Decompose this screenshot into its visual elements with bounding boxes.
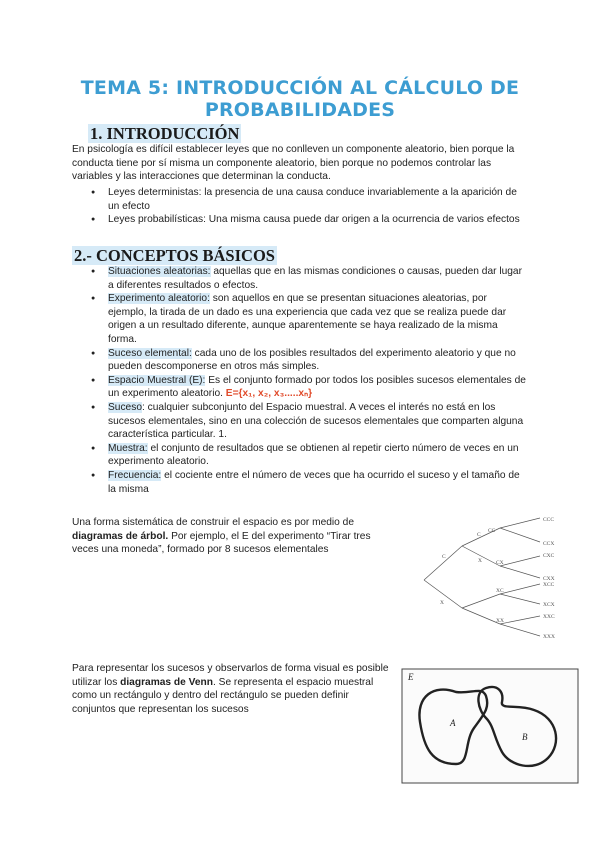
branch: [500, 584, 540, 594]
venn-paragraph: [72, 662, 390, 716]
branch: [424, 546, 462, 580]
definition: el conjunto de resultados que se obtienen al repetir cierto número de veces en un experimento aleatorio.: [108, 442, 519, 468]
section-2-heading: [72, 246, 277, 266]
branch: [500, 616, 540, 624]
page-title-line-2: PROBABILIDADES: [204, 99, 396, 121]
term: Muestra:: [108, 442, 148, 454]
sample-space-formula: E={x₁, x₂, x₃.....xₙ}: [225, 388, 313, 400]
venn-label-e: E: [408, 672, 414, 682]
definition: Es el conjunto formado por todos los posibles sucesos elementales de un experimento aleatorio.: [108, 374, 526, 400]
section-1-heading: [88, 124, 241, 144]
venn-bold-term: diagramas de Venn: [120, 676, 213, 688]
tree-label: CC: [488, 528, 496, 534]
venn-rest: . Se representa el espacio muestral como un rectángulo y dentro del rectángulo se pueden definir conjuntos que representan los sucesos: [72, 676, 374, 715]
tree-label: XXX: [543, 634, 555, 640]
tree-bold-term: diagramas de árbol.: [72, 530, 169, 542]
list-item: [108, 374, 526, 401]
list-item: [108, 292, 526, 346]
term: Situaciones aleatorias:: [108, 266, 211, 277]
venn-diagram: [398, 666, 584, 788]
tree-label: CX: [496, 560, 504, 566]
definition: son aquellos en que se presentan situaciones aleatorias, por ejemplo, la tirada de un dado es una experiencia que cada vez que se realiza puede dar origen a un resultado diferente, aunque aparentemente se haya realizado de la misma forma.: [108, 293, 507, 345]
definition: cada uno de los posibles resultados del experimento aleatorio y que no pueden descomponerse en otros más simples.: [108, 347, 516, 373]
definition: aquellas que en las mismas condiciones o causas, pueden dar lugar a diferentes resultados o efectos.: [108, 266, 522, 291]
tree-label: XC: [496, 588, 504, 594]
list-item: [108, 401, 526, 442]
tree-label: XX: [496, 618, 504, 624]
tree-diagram: [420, 512, 572, 644]
venn-intro: Para representar los sucesos y observarlos de forma visual es posible utilizar los: [72, 663, 389, 688]
list-item: ● Leyes probabilísticas: Una misma causa puede dar origen a la ocurrencia de varios efectos: [108, 213, 528, 227]
term: Frecuencia:: [108, 469, 162, 481]
list-item: [108, 442, 526, 469]
page-title-line-1: TEMA 5: INTRODUCCIÓN AL CÁLCULO DE: [80, 77, 520, 99]
list-item: ● Leyes deterministas: la presencia de una causa conduce invariablemente a la aparición de un efecto: [108, 186, 528, 213]
tree-label: XCC: [543, 582, 555, 588]
tree-label: XXC: [543, 614, 555, 620]
section-1-paragraph: En psicología es difícil establecer leyes que no conlleven un componente aleatorio, bien porque la conducta tiene por sí misma un componente aleatorio, bien porque no podemos controlar las variables y las interacciones que determinan la conducta.: [72, 144, 515, 183]
tree-label: X: [440, 600, 444, 606]
branch: [462, 608, 500, 624]
list-item: [108, 265, 526, 292]
tree-label: C: [477, 532, 481, 538]
tree-label: CXX: [543, 576, 555, 582]
definition: el cociente entre el número de veces que ha ocurrido el suceso y el tamaño de la misma: [108, 469, 520, 495]
branch: [500, 528, 540, 542]
branch: [500, 594, 540, 604]
tree-label: CCC: [543, 517, 555, 523]
section-2-heading-text: 2.- CONCEPTOS BÁSICOS: [74, 246, 275, 265]
branch: [500, 566, 540, 578]
tree-intro: Una forma sistemática de construir el espacio es por medio de: [72, 517, 354, 528]
tree-label: CCX: [543, 541, 555, 547]
term: Suceso: [108, 401, 142, 413]
list-item: [108, 347, 526, 374]
branch: [500, 556, 540, 566]
term: Espacio Muestral (E):: [108, 374, 206, 386]
venn-label-a: A: [450, 718, 456, 728]
tree-label: X: [478, 558, 482, 564]
term: Suceso elemental:: [108, 347, 192, 359]
section-1-list: [108, 186, 528, 227]
branch: [500, 518, 540, 528]
tree-label: XCX: [543, 602, 555, 608]
tree-label: C: [442, 554, 446, 560]
section-2-list: [108, 265, 526, 496]
list-item: [108, 469, 526, 496]
tree-label: CXC: [543, 553, 555, 559]
tree-rest: Por ejemplo, el E del experimento “Tirar tres veces una moneda”, formado por 8 sucesos elementales: [72, 530, 371, 556]
term: Experimento aleatorio:: [108, 293, 210, 305]
definition: : cualquier subconjunto del Espacio muestral. A veces el interés no está en los sucesos elementales, sino en una colección de sucesos elementales que comparten alguna característica particular. 1.: [108, 401, 524, 441]
section-1-heading-text: 1. INTRODUCCIÓN: [90, 124, 240, 143]
venn-label-b: B: [522, 732, 528, 742]
branch: [462, 594, 500, 608]
tree-paragraph: [72, 516, 390, 557]
branch: [500, 624, 540, 636]
